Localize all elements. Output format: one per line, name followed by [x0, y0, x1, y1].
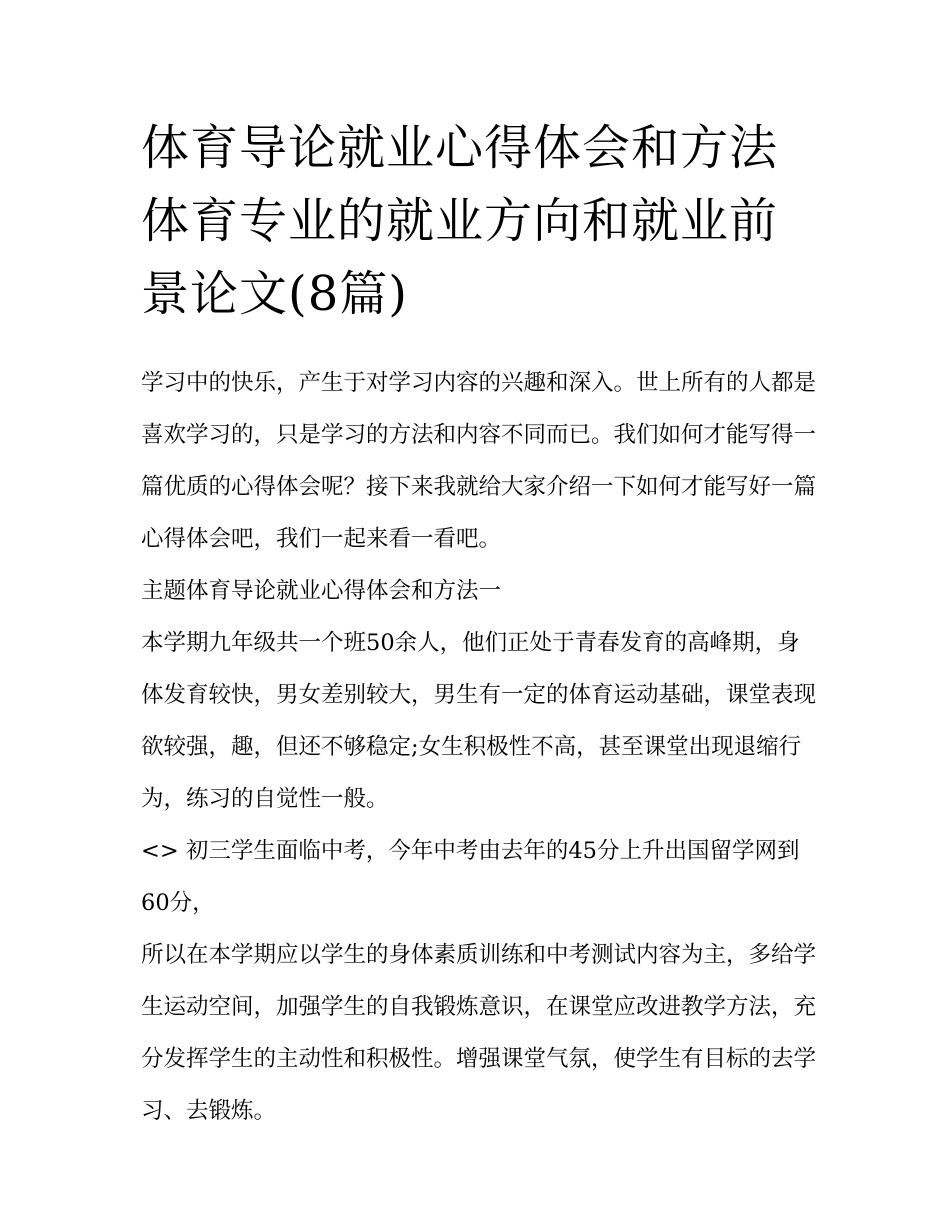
- document-body: [141, 357, 821, 1137]
- body-paragraph: 本学期九年级共一个班50余人，他们正处于青春发育的高峰期，身体发育较快，男女差别较大，男生有一定的体育运动基础，课堂表现欲较强，趣，但还不够稳定;女生积极性不高，甚至课堂出现退缩行为，练习的自觉性一般。: [141, 630, 817, 812]
- body-paragraph: 所以在本学期应以学生的身体素质训练和中考测试内容为主，多给学生运动空间，加强学生的自我锻炼意识，在课堂应改进教学方法，充分发挥学生的主动性和积极性。增强课堂气氛，使学生有目标的去学习、去锻炼。: [141, 942, 817, 1124]
- document-title: 体育导论就业心得体会和方法体育专业的就业方向和就业前景论文(8篇): [141, 120, 779, 322]
- body-paragraph: <> 初三学生面临中考，今年中考由去年的45分上升出国留学网到60分，: [141, 838, 800, 916]
- section-heading: 主题体育导论就业心得体会和方法一: [141, 578, 502, 604]
- intro-paragraph: 学习中的快乐，产生于对学习内容的兴趣和深入。世上所有的人都是喜欢学习的，只是学习的方法和内容不同而已。我们如何才能写得一篇优质的心得体会呢？接下来我就给大家介绍一下如何才能写好一篇心得体会吧，我们一起来看一看吧。: [141, 370, 817, 552]
